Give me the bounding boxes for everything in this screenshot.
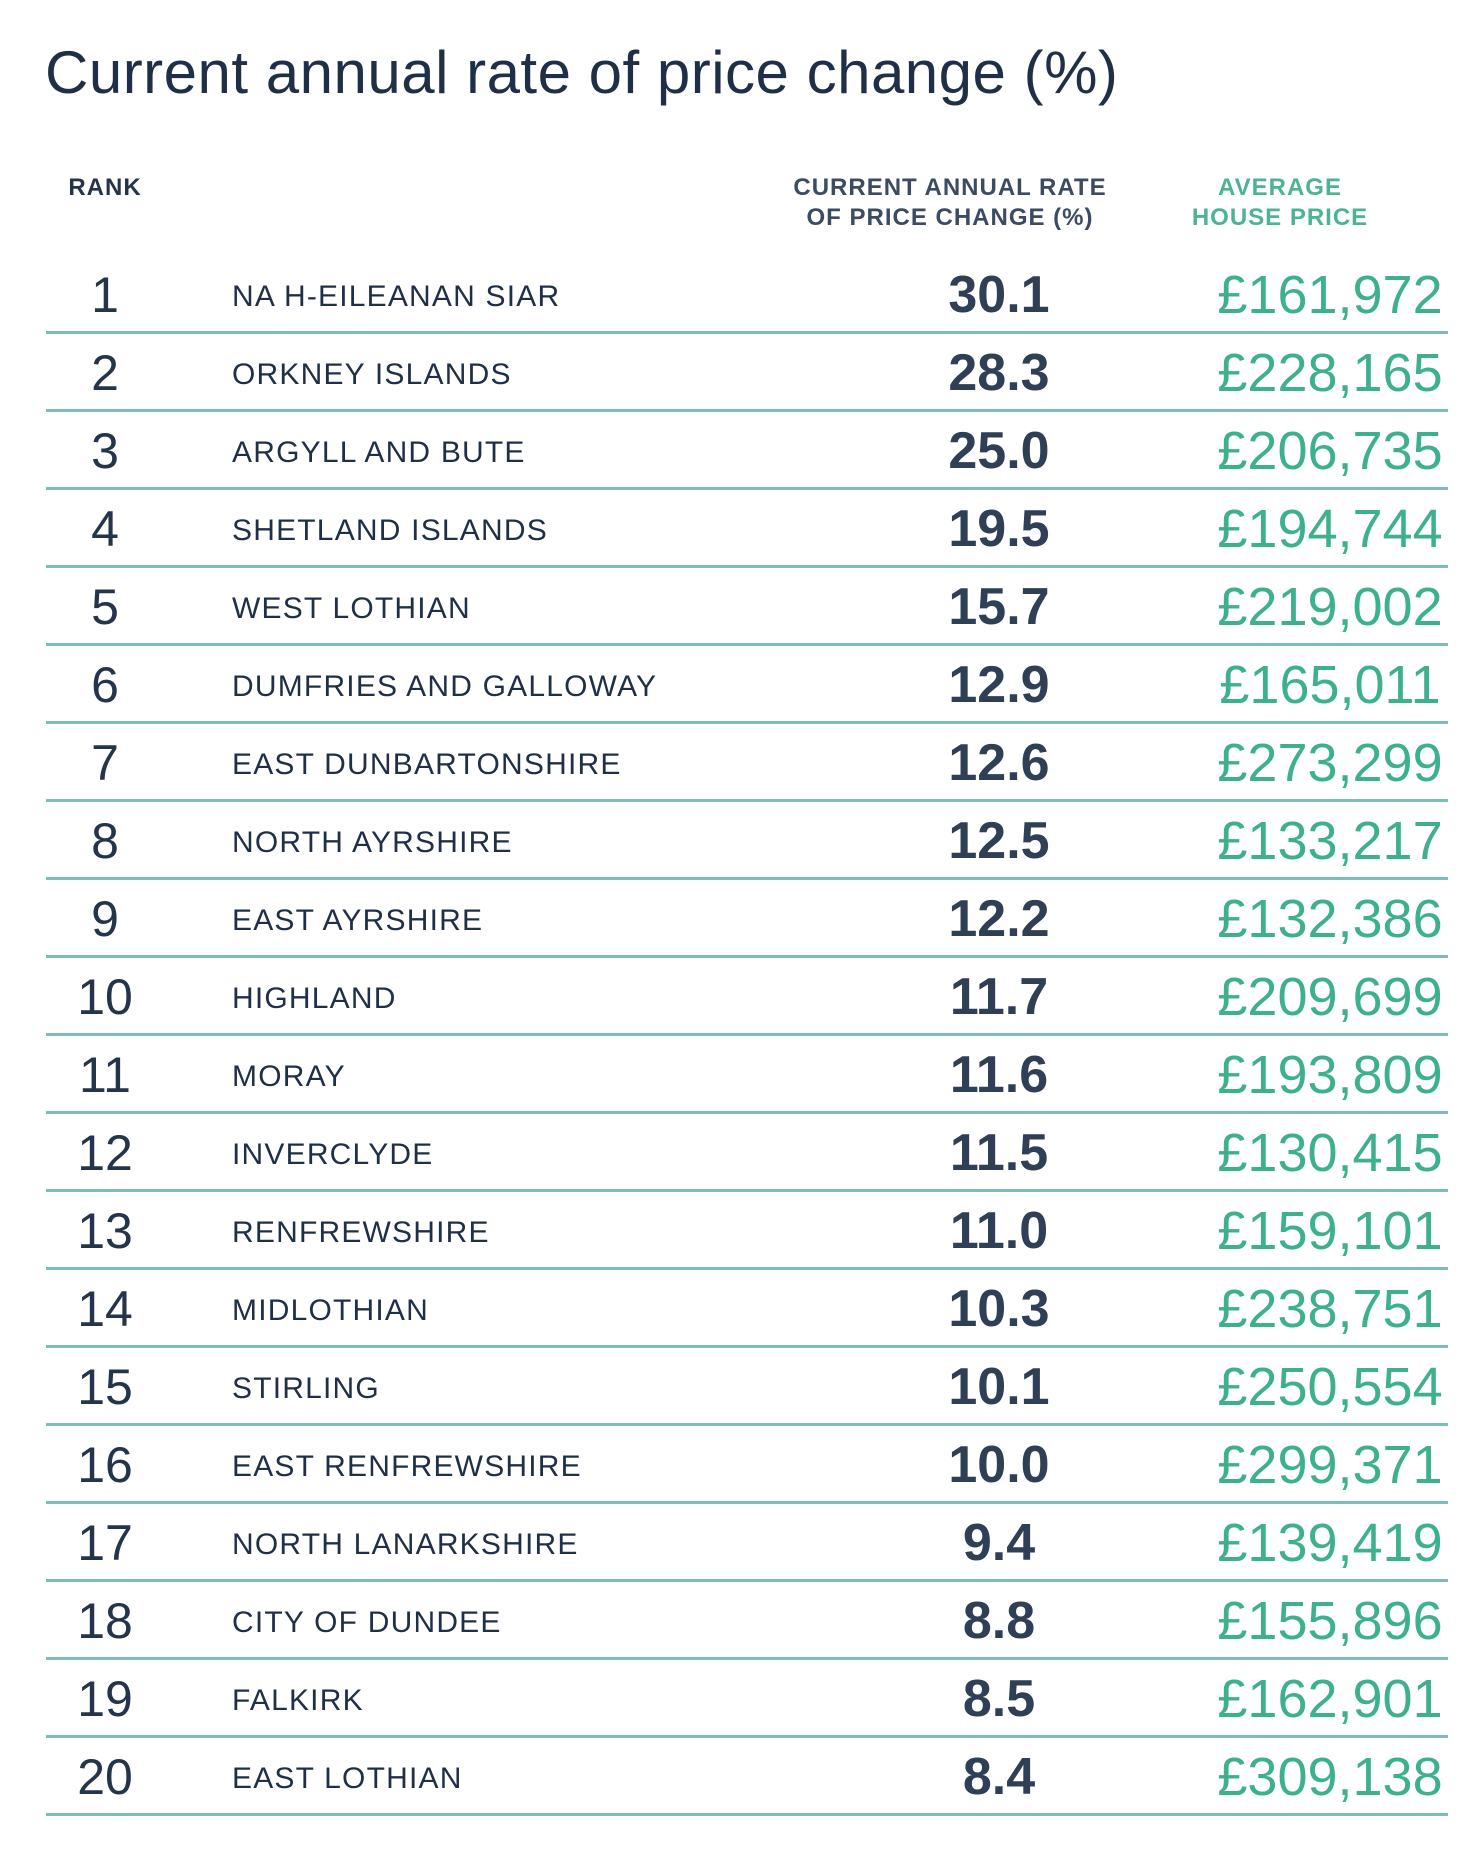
rate-cell: 11.0 bbox=[949, 1202, 1049, 1260]
header-price-line1: AVERAGE bbox=[1218, 174, 1342, 201]
price-cell: £159,101 bbox=[1217, 1201, 1443, 1261]
area-name-cell: FALKIRK bbox=[232, 1684, 364, 1717]
rank-cell: 16 bbox=[77, 1437, 133, 1493]
rank-cell: 3 bbox=[91, 423, 119, 479]
rate-cell: 19.5 bbox=[948, 500, 1050, 558]
rank-cell: 20 bbox=[77, 1749, 133, 1805]
price-cell: £132,386 bbox=[1217, 889, 1443, 949]
header-price bbox=[1160, 173, 1400, 233]
area-name-cell: STIRLING bbox=[232, 1372, 380, 1405]
table-row bbox=[46, 880, 1448, 958]
price-cell: £155,896 bbox=[1217, 1591, 1443, 1651]
rank-cell: 10 bbox=[77, 969, 133, 1025]
rank-cell: 2 bbox=[91, 345, 119, 401]
rate-cell: 10.3 bbox=[948, 1280, 1050, 1338]
area-name-cell: EAST LOTHIAN bbox=[232, 1762, 463, 1795]
header-price-line2: HOUSE PRICE bbox=[1191, 204, 1369, 231]
table-row bbox=[46, 1114, 1448, 1192]
rank-cell: 4 bbox=[91, 501, 119, 557]
area-name-cell: WEST LOTHIAN bbox=[232, 592, 471, 625]
table-row bbox=[46, 1270, 1448, 1348]
price-cell: £130,415 bbox=[1217, 1123, 1443, 1183]
price-cell: £194,744 bbox=[1217, 499, 1443, 559]
rate-cell: 10.0 bbox=[948, 1436, 1050, 1494]
header-rate bbox=[780, 173, 1120, 233]
rank-cell: 12 bbox=[77, 1125, 133, 1181]
area-name-cell: HIGHLAND bbox=[232, 982, 397, 1015]
table-row bbox=[46, 1036, 1448, 1114]
rate-cell: 30.1 bbox=[948, 266, 1050, 324]
rank-cell: 14 bbox=[77, 1281, 133, 1337]
price-cell: £228,165 bbox=[1217, 343, 1443, 403]
rate-cell: 8.5 bbox=[962, 1670, 1036, 1728]
rate-cell: 15.7 bbox=[948, 578, 1050, 636]
area-name-cell: MORAY bbox=[232, 1060, 346, 1093]
rank-cell: 15 bbox=[77, 1359, 133, 1415]
area-name-cell: SHETLAND ISLANDS bbox=[232, 514, 548, 547]
rate-cell: 12.2 bbox=[948, 890, 1050, 948]
rate-cell: 12.5 bbox=[948, 812, 1050, 870]
price-cell: £219,002 bbox=[1217, 577, 1443, 637]
price-cell: £165,011 bbox=[1219, 655, 1441, 715]
area-name-cell: ARGYLL AND BUTE bbox=[232, 436, 526, 469]
rate-cell: 12.6 bbox=[948, 734, 1050, 792]
table-row bbox=[46, 490, 1448, 568]
page-title: Current annual rate of price change (%) bbox=[45, 39, 1119, 106]
rank-cell: 7 bbox=[91, 735, 119, 791]
table-row bbox=[46, 1582, 1448, 1660]
table-row bbox=[46, 1504, 1448, 1582]
price-cell: £209,699 bbox=[1217, 967, 1443, 1027]
rate-cell: 8.8 bbox=[962, 1592, 1036, 1650]
rank-cell: 19 bbox=[77, 1671, 133, 1727]
rank-cell: 1 bbox=[91, 267, 119, 323]
rank-cell: 6 bbox=[91, 657, 119, 713]
rate-cell: 28.3 bbox=[948, 344, 1050, 402]
table-row bbox=[46, 1348, 1448, 1426]
rank-cell: 13 bbox=[77, 1203, 133, 1259]
rank-cell: 9 bbox=[91, 891, 119, 947]
rate-cell: 10.1 bbox=[948, 1358, 1050, 1416]
header-rate-line1: CURRENT ANNUAL RATE bbox=[793, 174, 1107, 201]
rate-cell: 11.6 bbox=[949, 1046, 1049, 1104]
rate-cell: 12.9 bbox=[948, 656, 1050, 714]
price-cell: £238,751 bbox=[1217, 1279, 1443, 1339]
area-name-cell: ORKNEY ISLANDS bbox=[232, 358, 512, 391]
table-row bbox=[46, 646, 1448, 724]
table-row bbox=[46, 1660, 1448, 1738]
price-cell: £299,371 bbox=[1217, 1435, 1443, 1495]
area-name-cell: EAST DUNBARTONSHIRE bbox=[232, 748, 622, 781]
table-row bbox=[46, 1426, 1448, 1504]
area-name-cell: NORTH LANARKSHIRE bbox=[232, 1528, 579, 1561]
table-row bbox=[46, 724, 1448, 802]
table-row bbox=[46, 802, 1448, 880]
rank-cell: 11 bbox=[79, 1047, 131, 1103]
rate-cell: 8.4 bbox=[962, 1748, 1036, 1806]
table-row bbox=[46, 568, 1448, 646]
table-row bbox=[46, 1738, 1448, 1816]
area-name-cell: EAST RENFREWSHIRE bbox=[232, 1450, 582, 1483]
table-row bbox=[46, 412, 1448, 490]
area-name-cell: CITY OF DUNDEE bbox=[232, 1606, 502, 1639]
ranking-table bbox=[46, 256, 1448, 1816]
header-rank: RANK bbox=[68, 174, 142, 201]
area-name-cell: MIDLOTHIAN bbox=[232, 1294, 430, 1327]
price-cell: £250,554 bbox=[1217, 1357, 1443, 1417]
price-cell: £139,419 bbox=[1217, 1513, 1443, 1573]
price-cell: £206,735 bbox=[1217, 421, 1443, 481]
price-cell: £133,217 bbox=[1217, 811, 1443, 871]
price-cell: £162,901 bbox=[1217, 1669, 1443, 1729]
table-row bbox=[46, 1192, 1448, 1270]
area-name-cell: DUMFRIES AND GALLOWAY bbox=[232, 670, 658, 703]
area-name-cell: NA H-EILEANAN SIAR bbox=[232, 280, 561, 313]
rate-cell: 11.5 bbox=[949, 1124, 1049, 1182]
rate-cell: 11.7 bbox=[949, 968, 1049, 1026]
table-row bbox=[46, 334, 1448, 412]
header-rate-line2: OF PRICE CHANGE (%) bbox=[806, 204, 1094, 231]
rank-cell: 17 bbox=[77, 1515, 133, 1571]
price-cell: £273,299 bbox=[1217, 733, 1443, 793]
rate-cell: 9.4 bbox=[962, 1514, 1036, 1572]
table-row bbox=[46, 256, 1448, 334]
rank-cell: 18 bbox=[77, 1593, 133, 1649]
rank-cell: 5 bbox=[91, 579, 119, 635]
area-name-cell: INVERCLYDE bbox=[232, 1138, 434, 1171]
price-cell: £193,809 bbox=[1217, 1045, 1443, 1105]
price-cell: £309,138 bbox=[1217, 1747, 1443, 1807]
area-name-cell: EAST AYRSHIRE bbox=[232, 904, 484, 937]
rank-cell: 8 bbox=[91, 813, 119, 869]
area-name-cell: RENFREWSHIRE bbox=[232, 1216, 490, 1249]
rate-cell: 25.0 bbox=[948, 422, 1050, 480]
price-cell: £161,972 bbox=[1217, 265, 1443, 325]
table-row bbox=[46, 958, 1448, 1036]
area-name-cell: NORTH AYRSHIRE bbox=[232, 826, 513, 859]
